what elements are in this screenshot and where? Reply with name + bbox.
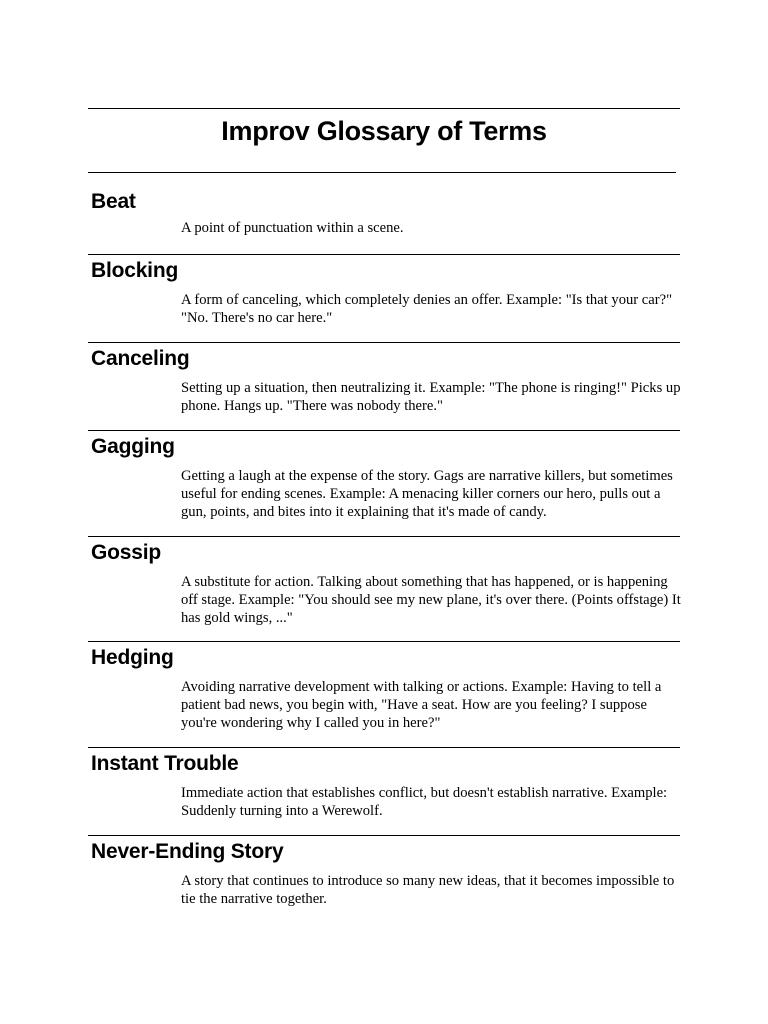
entry-definition: A point of punctuation within a scene. [181,220,404,236]
entry-definition: A substitute for action. Talking about something that has happened, or is happening off stage. Example: "You should see my new plane, it's over there. (Points offstage) It has gold wings, ..." [181,574,681,626]
glossary-entry-gossip [88,537,680,642]
glossary-list [88,173,680,923]
entry-definition: A story that continues to introduce so many new ideas, that it becomes impossible to tie the narrative together. [181,873,675,907]
entry-term: Hedging [91,646,174,669]
page-title: Improv Glossary of Terms [221,116,547,146]
entry-definition: Avoiding narrative development with talking or actions. Example: Having to tell a patient bad news, you begin with, "Have a seat. How are you feeling? I suppose you're wondering why I called you in here?" [181,679,662,731]
glossary-entry-gagging [88,431,680,537]
entry-term: Gagging [91,435,175,458]
entry-definition: A form of canceling, which completely denies an offer. Example: "Is that your car?" "No. There's no car here." [181,292,673,326]
glossary-page [88,108,680,923]
glossary-entry-never-ending-story [88,836,680,923]
entry-term: Beat [91,190,136,213]
glossary-entry-hedging [88,642,680,748]
glossary-entry-blocking [88,255,680,343]
entry-definition: Immediate action that establishes conflict, but doesn't establish narrative. Example: Suddenly turning into a Werewolf. [181,785,668,819]
entry-term: Gossip [91,541,161,564]
glossary-entry-instant-trouble [88,748,680,836]
entry-term: Blocking [91,259,179,282]
entry-definition: Setting up a situation, then neutralizing it. Example: "The phone is ringing!" Picks up phone. Hangs up. "There was nobody there." [181,380,681,414]
entry-definition: Getting a laugh at the expense of the story. Gags are narrative killers, but sometimes useful for ending scenes. Example: A menacing killer corners our hero, pulls out a gun, points, and bites into it explaining that it's made of candy. [181,468,673,520]
entry-term: Never-Ending Story [91,840,284,863]
glossary-entry-beat [88,173,680,255]
entry-term: Canceling [91,347,190,370]
entry-term: Instant Trouble [91,752,239,775]
glossary-entry-canceling [88,343,680,431]
